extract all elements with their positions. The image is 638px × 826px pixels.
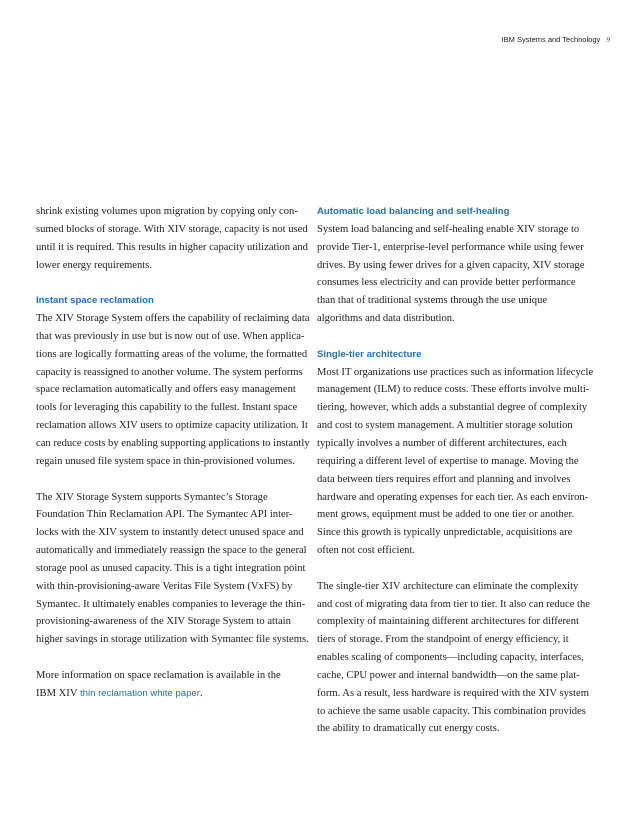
- text-line: complexity of maintaining different architectures for different: [317, 616, 579, 628]
- text-line: hardware and operating expenses for each tier. As each environ-: [317, 491, 589, 503]
- text-line: space reclamation automatically and offers easy management: [36, 384, 296, 396]
- text-line: enables scaling of components—including capacity, interfaces,: [317, 652, 584, 664]
- text-line: tools for leveraging this capability to the fullest. Instant space: [36, 402, 298, 414]
- text-line: Foundation Thin Reclamation API. The Symantec API inter-: [36, 509, 293, 521]
- single-tier-paragraph-2: [317, 578, 591, 739]
- section-heading-instant-space-reclamation: Instant space reclamation: [36, 295, 154, 307]
- text-line: data between tiers requires effort and planning and involves: [317, 473, 571, 485]
- text-line: automatically and immediately reassign the space to the general: [36, 545, 307, 557]
- text-line: lower energy requirements.: [36, 259, 152, 271]
- text-line: to achieve the same usable capacity. This combination provides: [317, 705, 586, 717]
- text-line: Most IT organizations use practices such as information lifecycle: [317, 366, 594, 378]
- instant-space-paragraph: [36, 310, 310, 471]
- text-line: shrink existing volumes upon migration by copying only con-: [36, 206, 298, 217]
- more-info-prefix: IBM XIV: [36, 687, 80, 699]
- right-column: [317, 203, 594, 738]
- text-line: cache, CPU power and internal bandwidth—on the same plat-: [317, 669, 580, 681]
- text-line: ment grows, equipment must be added to one tier or another.: [317, 509, 575, 521]
- text-line: tiering, however, which adds a substantial degree of complexity: [317, 402, 588, 414]
- text-line: than that of traditional systems through the use unique: [317, 295, 548, 307]
- thin-reclamation-white-paper-link[interactable]: thin reclamation white paper: [79, 687, 200, 699]
- text-line: form. As a result, less hardware is required with the XIV system: [317, 687, 589, 699]
- text-line: More information on space reclamation is available in the: [36, 669, 281, 681]
- more-info-suffix: .: [199, 687, 203, 699]
- text-line: management (ILM) to reduce costs. These efforts involve multi-: [317, 384, 590, 396]
- text-line: Since this growth is typically unpredictable, acquisitions are: [317, 527, 573, 539]
- text-line: capacity is reassigned to another volume. The system performs: [36, 366, 303, 378]
- page-number: 9: [606, 35, 610, 44]
- text-line: that was previously in use but is now out of use. When applica-: [36, 330, 305, 342]
- text-line: reclamation allows XIV users to optimize capacity utilization. It: [36, 420, 308, 432]
- text-line: consumes less electricity and can provide better performance: [317, 277, 576, 289]
- text-line: with thin-provisioning-aware Veritas File System (VxFS) by: [36, 580, 293, 592]
- text-line: tiers of storage. From the standpoint of energy efficiency, it: [317, 634, 569, 646]
- text-line: can reduce costs by enabling supporting applications to instantly: [36, 437, 310, 449]
- text-line: regain unused file system space in thin-provisioned volumes.: [36, 455, 295, 467]
- text-line: often not cost efficient.: [317, 545, 416, 557]
- text-line: drives. By using fewer drives for a given capacity, XIV storage: [317, 259, 585, 271]
- header-title: IBM Systems and Technology: [501, 35, 601, 44]
- text-line: locks with the XIV system to instantly detect unused space and: [36, 527, 304, 539]
- symantec-paragraph: [36, 489, 310, 650]
- text-line: the ability to dramatically cut energy costs.: [317, 723, 500, 735]
- text-line: storage pool as unused capacity. This is a tight integration point: [36, 562, 306, 574]
- section-heading-single-tier-architecture: Single-tier architecture: [317, 348, 422, 360]
- text-line: The XIV Storage System supports Symantec’s Storage: [36, 491, 268, 503]
- text-line: System load balancing and self-healing enable XIV storage to: [317, 223, 580, 235]
- text-line: tions are logically formatting areas of the volume, the formatted: [36, 348, 308, 360]
- text-line: until it is required. This results in higher capacity utilization and: [36, 241, 308, 253]
- text-line: Symantec. It ultimately enables companies to leverage the thin-: [36, 598, 306, 610]
- text-line: [36, 685, 310, 703]
- page-header: [502, 35, 610, 44]
- left-column: [36, 203, 310, 703]
- text-line: provide Tier-1, enterprise-level performance while using fewer: [317, 241, 584, 253]
- text-line: and cost of migrating data from tier to tier. It also can reduce the: [317, 598, 590, 610]
- text-line: provisioning-awareness of the XIV Storage System to attain: [36, 616, 291, 628]
- text-line: typically involves a number of different architectures, each: [317, 437, 567, 449]
- text-line: The single-tier XIV architecture can eliminate the complexity: [317, 580, 579, 592]
- text-line: algorithms and data distribution.: [317, 313, 455, 325]
- text-line: The XIV Storage System offers the capability of reclaiming data: [36, 313, 310, 325]
- text-line: requiring a different level of expertise to manage. Moving the: [317, 455, 579, 467]
- text-line: sumed blocks of storage. With XIV storage, capacity is not used: [36, 223, 308, 235]
- text-line: and cost to system management. A multitier storage solution: [317, 420, 573, 432]
- section-heading-load-balancing: Automatic load balancing and self-healing: [317, 206, 510, 217]
- load-balancing-paragraph: [317, 221, 591, 328]
- text-line: higher savings in storage utilization with Symantec file systems.: [36, 634, 309, 646]
- single-tier-paragraph: [317, 364, 594, 560]
- intro-paragraph: [36, 203, 310, 274]
- more-info-paragraph: [36, 667, 310, 703]
